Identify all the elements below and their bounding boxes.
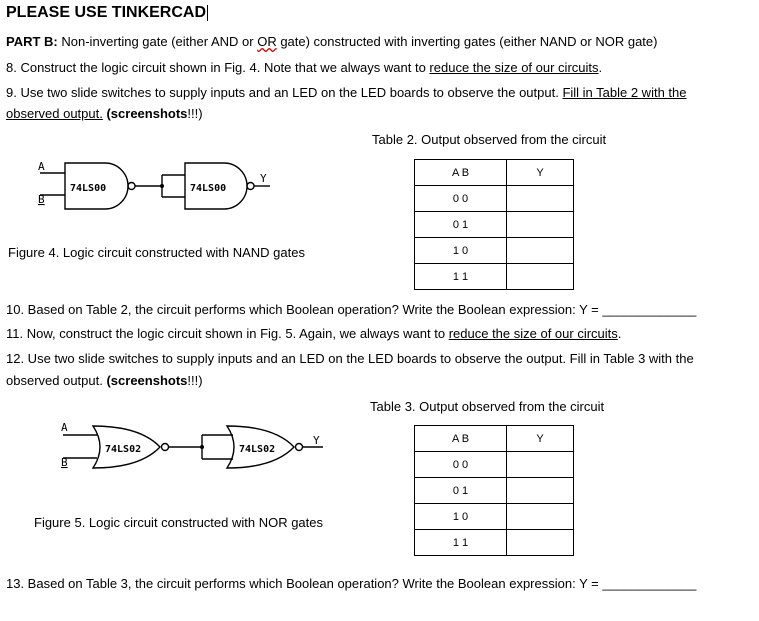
wire-split <box>202 435 233 459</box>
inversion-bubble-1 <box>162 444 169 451</box>
junction-dot <box>200 445 204 449</box>
input-label-b: B <box>38 193 45 206</box>
table2-caption: Table 2. Output observed from the circuit <box>372 132 607 147</box>
question-8: 8. Construct the logic circuit shown in Fig. 4. Note that we always want to reduce the size of our circuits. <box>6 60 603 75</box>
gate-label: 74LS02 <box>105 444 142 455</box>
table-cell: 1 0 <box>415 238 507 264</box>
table-cell: 0 1 <box>415 212 507 238</box>
table-header: Y <box>507 160 574 186</box>
spell-flag-or: OR <box>257 34 277 49</box>
part-b-line: PART B: Non-inverting gate (either AND or OR gate) constructed with inverting gates (either NAND or NOR gate) <box>6 34 658 49</box>
inversion-bubble-2 <box>296 444 303 451</box>
question-10: 10. Based on Table 2, the circuit performs which Boolean operation? Write the Boolean expression: Y = _____________ <box>6 302 697 317</box>
table-cell-empty <box>507 478 574 504</box>
table-cell: 1 1 <box>415 264 507 290</box>
output-label-y: Y <box>313 434 320 447</box>
figure-5-nor-circuit <box>55 420 335 480</box>
figure-4-nand-circuit <box>30 158 290 218</box>
table-cell-empty <box>507 530 574 556</box>
answer-blank: _____________ <box>602 302 697 317</box>
answer-blank: _____________ <box>602 576 697 591</box>
table-header: A B <box>415 426 507 452</box>
part-b-label: PART B: <box>6 34 58 49</box>
table-cell: 1 1 <box>415 530 507 556</box>
gate-label: 74LS02 <box>239 444 276 455</box>
gate-label: 74LS00 <box>190 183 227 194</box>
inversion-bubble-2 <box>247 183 254 190</box>
figure-4-caption: Figure 4. Logic circuit constructed with NAND gates <box>8 245 305 260</box>
gate-label: 74LS00 <box>70 183 107 194</box>
figure-5-caption: Figure 5. Logic circuit constructed with NOR gates <box>34 515 324 530</box>
question-12-line1: 12. Use two slide switches to supply inputs and an LED on the LED boards to observe the output. Fill in Table 3 with the <box>6 351 694 366</box>
input-label-b: B <box>61 456 68 469</box>
table-cell: 0 0 <box>415 452 507 478</box>
question-9-line1: 9. Use two slide switches to supply inputs and an LED on the LED boards to observe the output. Fill in Table 2 with the <box>6 85 687 100</box>
text-cursor <box>207 5 208 21</box>
inversion-bubble-1 <box>128 183 135 190</box>
table-cell-empty <box>507 452 574 478</box>
input-label-a: A <box>38 160 45 173</box>
table-cell-empty <box>507 186 574 212</box>
table-cell-empty <box>507 238 574 264</box>
table-cell-empty <box>507 212 574 238</box>
table3-caption: Table 3. Output observed from the circuit <box>370 399 605 414</box>
table-cell: 0 1 <box>415 478 507 504</box>
table-header: A B <box>415 160 507 186</box>
question-12-line2: observed output. (screenshots!!!) <box>6 373 203 388</box>
table-cell-empty <box>507 504 574 530</box>
table2 <box>414 159 574 290</box>
table-cell-empty <box>507 264 574 290</box>
input-label-a: A <box>61 421 68 434</box>
output-label-y: Y <box>260 172 267 185</box>
question-13: 13. Based on Table 3, the circuit performs which Boolean operation? Write the Boolean expression: Y = _____________ <box>6 576 697 591</box>
junction-dot <box>160 184 164 188</box>
table-cell: 0 0 <box>415 186 507 212</box>
table-cell: 1 0 <box>415 504 507 530</box>
question-11: 11. Now, construct the logic circuit shown in Fig. 5. Again, we always want to reduce the size of our circuits. <box>6 326 622 341</box>
table-header: Y <box>507 426 574 452</box>
table3 <box>414 425 574 556</box>
wire-split <box>162 175 185 197</box>
question-9-line2: observed output. (screenshots!!!) <box>6 106 203 121</box>
page-title: PLEASE USE TINKERCAD <box>6 4 207 22</box>
